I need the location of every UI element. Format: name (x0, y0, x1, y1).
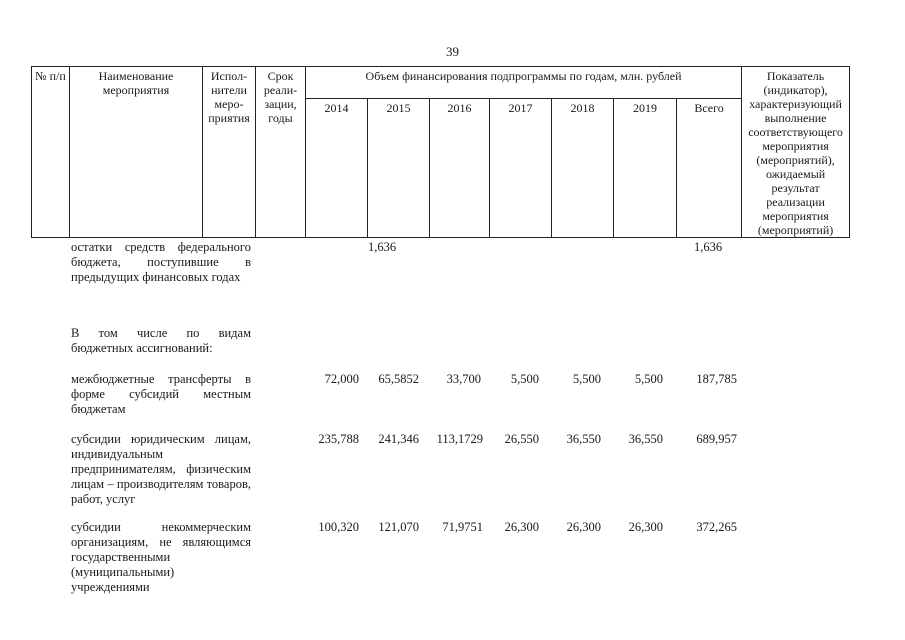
value-2017: 26,300 (504, 520, 539, 534)
row-name: субсидии некоммерческим организациям, не являющимся государственными (муниципальными) учреждениями (71, 520, 251, 594)
value-total: 1,636 (693, 240, 723, 254)
value-2017: 26,550 (504, 432, 539, 446)
document-sheet (31, 66, 849, 594)
header-term: Срок реали-зации, годы (256, 67, 306, 238)
row-name: остатки средств федерального бюджета, поступившие в предыдущих финансовых годах (71, 240, 251, 284)
value-2015: 241,346 (378, 432, 419, 446)
value-total: 372,265 (696, 520, 737, 534)
header-indicator: Показатель (индикатор), характеризующий выполнение соответствующего мероприятия (мероприятий), ожидаемый результат реализации мероприятия (мероприятий) (742, 67, 850, 238)
value-2019: 26,300 (628, 520, 663, 534)
value-total: 187,785 (696, 372, 737, 386)
header-year-2017: 2017 (490, 98, 552, 237)
header-year-total: Всего (677, 98, 742, 237)
value-2015: 121,070 (378, 520, 419, 534)
value-2015: 1,636 (367, 240, 397, 254)
header-year-2018: 2018 (552, 98, 614, 237)
value-2016: 71,9751 (442, 520, 483, 534)
row-name: субсидии юридическим лицам, индивидуальным предпринимателям, физическим лицам – производителям товаров, работ, услуг (71, 432, 251, 506)
value-total: 689,957 (696, 432, 737, 446)
value-2019: 5,500 (634, 372, 663, 386)
table-header (31, 66, 850, 238)
header-name: Наименование мероприятия (70, 67, 203, 238)
value-2018: 5,500 (572, 372, 601, 386)
page-number: 39 (446, 44, 459, 59)
header-year-2016: 2016 (430, 98, 490, 237)
row-name: межбюджетные трансферты в форме субсидий местным бюджетам (71, 372, 251, 416)
value-2016: 33,700 (446, 372, 481, 386)
header-funding-title: Объем финансирования подпрограммы по годам, млн. рублей (306, 67, 742, 99)
value-2016: 113,1729 (436, 432, 483, 446)
header-num: № п/п (32, 67, 70, 238)
value-2014: 72,000 (324, 372, 359, 386)
value-2014: 100,320 (318, 520, 359, 534)
value-2017: 5,500 (510, 372, 539, 386)
header-executors: Испол-нители меро-приятия (203, 67, 256, 238)
value-2018: 26,300 (566, 520, 601, 534)
value-2019: 36,550 (628, 432, 663, 446)
row-name: В том числе по видам бюджетных ассигнований: (71, 326, 251, 355)
header-year-2014: 2014 (306, 98, 368, 237)
value-2015: 65,5852 (378, 372, 419, 386)
value-2014: 235,788 (318, 432, 359, 446)
header-year-2019: 2019 (614, 98, 677, 237)
header-year-2015: 2015 (368, 98, 430, 237)
value-2018: 36,550 (566, 432, 601, 446)
